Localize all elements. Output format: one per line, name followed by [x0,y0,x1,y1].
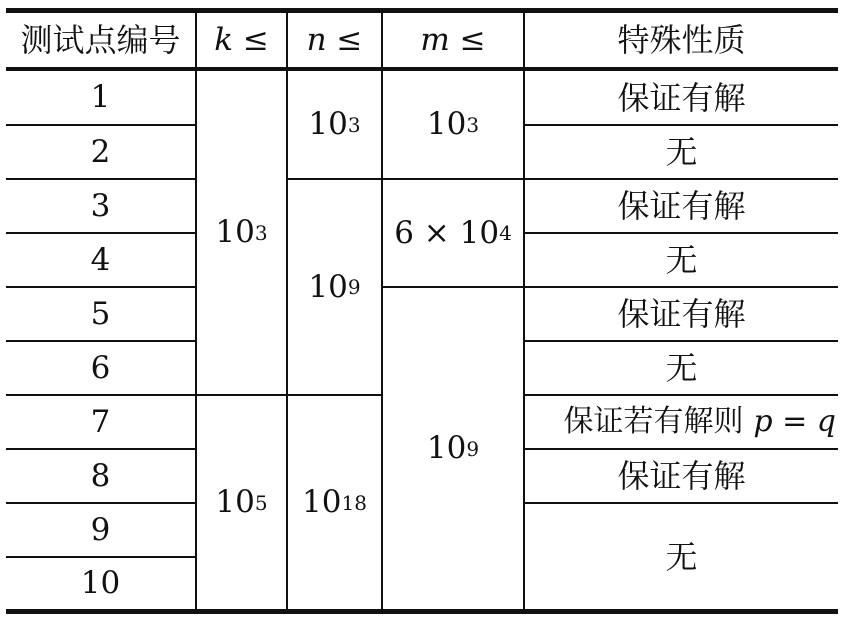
header-special-property: 特殊性质 [617,21,746,59]
n-limit-3-6: 10 9 [308,268,361,305]
property-cell-9-10: 无 [665,537,698,576]
n-limit-base: 10 [302,484,342,520]
test-id-cell: 5 [90,295,111,332]
n-limit-1-2: 10 3 [308,106,361,142]
property-cell: 保证有解 [617,457,746,495]
m-limit-3-4: 6 × 10 4 [394,214,512,251]
test-id-cell: 4 [90,241,111,278]
property-math [744,407,754,438]
test-id-cell: 1 [90,79,111,115]
property-cell: 无 [665,349,698,387]
header-test-id: 测试点编号 [20,21,181,59]
header-m: m ≤ [420,21,486,58]
test-id-cell: 10 [80,565,121,601]
k-limit-1-6: 10 3 [215,214,268,250]
property-cell: 保证有解 [617,295,746,333]
property-cell: 无 [665,241,698,279]
m-limit-prefix: 6 × [394,214,460,251]
property-cell: 保证有解 [617,78,746,117]
m-limit-base: 10 [426,430,467,466]
k-limit-base: 10 [215,484,255,520]
test-id-cell: 8 [90,457,111,494]
m-limit-base: 10 [426,106,467,142]
m-limit-base: 10 [459,214,500,251]
n-limit-base: 10 [308,106,348,142]
header-k: k ≤ [214,21,269,58]
m-limit-5-10: 10 9 [426,430,480,466]
n-limit-base: 10 [308,268,348,305]
k-limit-7-10: 10 5 [215,484,268,520]
property-cell-7 [525,396,838,448]
k-limit-base: 10 [215,214,255,250]
property-cell: 保证有解 [617,187,746,225]
test-id-cell: 7 [90,403,111,440]
header-n: n ≤ [306,21,363,58]
test-id-cell: 2 [90,133,111,170]
property-cell: 无 [665,133,698,171]
property-text: 保证若有解则 [563,404,744,439]
bottom-rule [6,609,838,614]
test-id-cell: 9 [90,511,111,548]
test-id-cell: 3 [90,187,111,224]
n-limit-7-10: 10 18 [302,484,367,520]
m-limit-1-2: 10 3 [426,106,480,142]
test-id-cell: 6 [90,349,111,386]
property-math-expr: p = q [753,404,836,439]
